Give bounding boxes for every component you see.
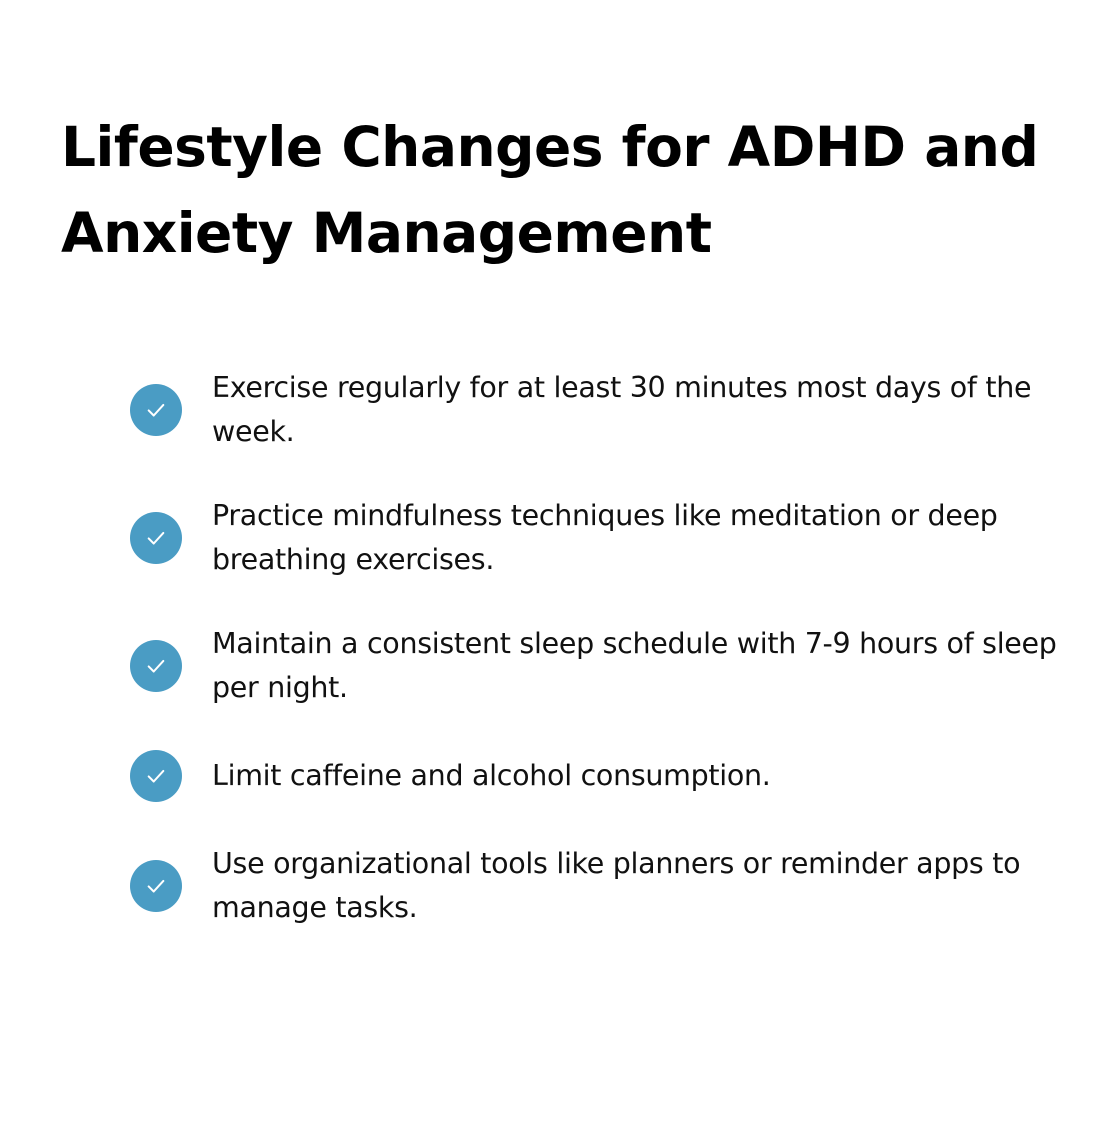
list-item xyxy=(130,750,1070,802)
list-item-text: Use organizational tools like planners or reminder apps to manage tasks. xyxy=(212,847,1021,924)
checklist xyxy=(130,366,1070,970)
list-item-text: Practice mindfulness techniques like meditation or deep breathing exercises. xyxy=(212,499,998,576)
list-item xyxy=(130,842,1070,930)
list-item-text: Exercise regularly for at least 30 minutes most days of the week. xyxy=(212,371,1032,448)
check-circle-icon xyxy=(130,512,182,564)
list-item-text: Maintain a consistent sleep schedule with 7-9 hours of sleep per night. xyxy=(212,627,1057,704)
list-item xyxy=(130,622,1070,710)
check-circle-icon xyxy=(130,640,182,692)
check-circle-icon xyxy=(130,750,182,802)
check-circle-icon xyxy=(130,384,182,436)
list-item-text: Limit caffeine and alcohol consumption. xyxy=(212,759,771,792)
check-circle-icon xyxy=(130,860,182,912)
page-title: Lifestyle Changes for ADHD and Anxiety Management xyxy=(61,115,1039,265)
list-item xyxy=(130,494,1070,582)
list-item xyxy=(130,366,1070,454)
